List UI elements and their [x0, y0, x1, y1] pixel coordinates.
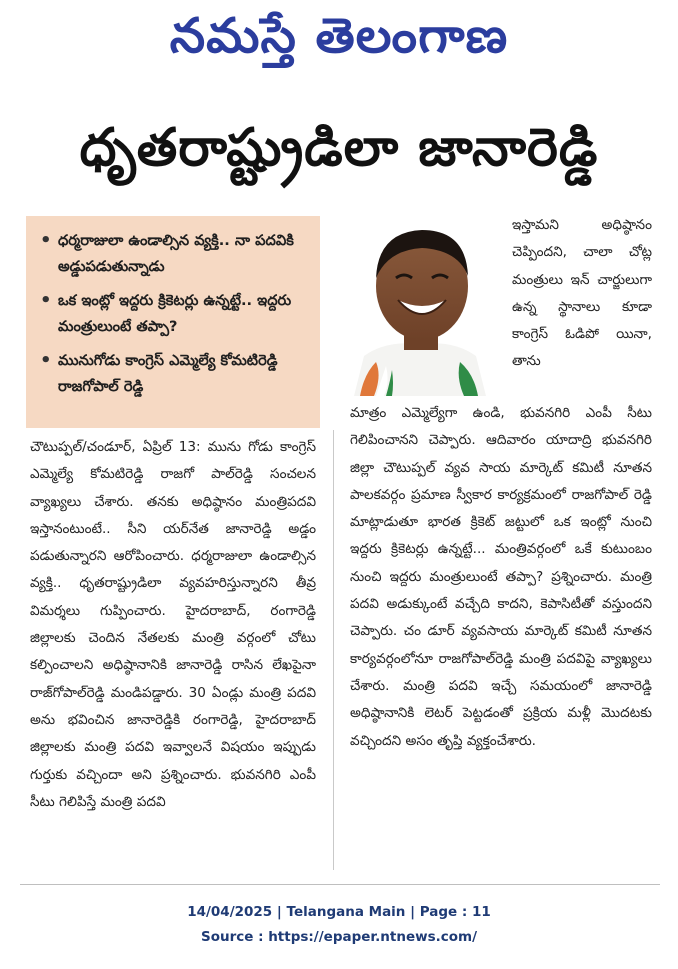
highlight-item: • ఒక ఇంట్లో ఇద్దరు క్రికెటర్లు ఉన్నట్టే.. ఇద్దరు మంత్రులుంటే తప్పా? — [40, 288, 310, 340]
highlights-list — [40, 228, 310, 400]
article-headline: ధృతరాష్ట్రుడిలా జానారెడ్డి — [79, 118, 599, 178]
footer-source: Source : https://epaper.ntnews.com/ — [200, 929, 478, 945]
highlight-item: • మునుగోడు కాంగ్రెస్ ఎమ్మెల్యే కోమటిరెడ్డి రాజగోపాల్ రెడ్డి — [40, 348, 310, 400]
column-divider — [333, 430, 334, 870]
article-column-right — [346, 400, 658, 874]
article-paragraph: మాత్రం ఎమ్మెల్యేగా ఉండి, భువనగిరి ఎంపీ సీటు గెలిపించానని చెప్పారు. ఆదివారం యాదాద్రి భువనగిరి జిల్లా చౌటుప్పల్ వ్యవ సాయ మార్కెట్ కమిటీ నూతన పాలకవర్గం ప్రమాణ స్వీకార కార్యక్రమంలో రాజగోపాల్ రెడ్డి మాట్లాడుతూ భారత క్రికెట్ జట్టులో ఒక ఇంట్లో నుంచి ఇద్దరు క్రికెటర్లు ఉన్నట్టే... మంత్రివర్గంలో ఒకే కుటుంబం నుంచి ఇద్దరు మంత్రులుంటే తప్పా? ప్రశ్నించారు. మంత్రి పదవి అడుక్కుంటే వచ్చేది కాదని, కెపాసిటీతో వస్తుందని చెప్పారు. చం డూర్ వ్యవసాయ మార్కెట్ కమిటీ నూతన కార్యవర్గంలోనూ రాజగోపాల్‌రెడ్డి మంత్రి పదవిపై వ్యాఖ్యలు చేశారు. మంత్రి పదవి ఇచ్చే సమయంలో జానారెడ్డి అధిష్ఠానానికి లెటర్ పెట్టడంతో ప్రక్రియ మళ్లీ మొదటకు వచ్చిందని అసం తృప్తి వ్యక్తంచేశారు. — [350, 405, 652, 749]
highlight-item: • ధర్మరాజులా ఉండాల్సిన వ్యక్తి.. నా పదవికి అడ్డుపడుతున్నాడు — [40, 228, 310, 280]
article-paragraph: ఇస్తామని అధిష్ఠానం చెప్పిందని, చాలా చోట్ల మంత్రులు ఇన్ చార్జులుగా ఉన్న స్థానాలు కూడా కాంగ్రెస్ ఓడిపో యినా, తాను — [512, 217, 652, 370]
footer-date-page: 14/04/2025 | Telangana Main | Page : 11 — [187, 904, 491, 920]
footer-divider — [20, 884, 660, 885]
portrait-photo — [346, 216, 494, 396]
article-paragraph: చౌటుప్పల్/చండూర్, ఏప్రిల్ 13: మును గోడు కాంగ్రెస్ ఎమ్మెల్యే కోమటిరెడ్డి రాజగో పాల్‌రెడ్డి సంచలన వ్యాఖ్యలు చేశారు. తనకు అధిష్ఠానం మంత్రిపదవి ఇస్తానంటుంటే.. సీని యర్‌నేత జానారెడ్డి అడ్డం పడుతున్నారని ఆరోపించారు. ధర్మరాజులా ఉండాల్సిన వ్యక్తి.. ధృతరాష్ట్రుడిలా వ్యవహరిస్తున్నారని తీవ్ర విమర్శలు గుప్పించారు. హైదరాబాద్, రంగారెడ్డి జిల్లాలకు చెందిన నేతలకు మంత్రి వర్గంలో చోటు కల్పించాలని అధిష్ఠానానికి జానారెడ్డి రాసిన లేఖపైనా రాజ్‌గోపాల్‌రెడ్డి మండిపడ్డారు. 30 ఏండ్లు మంత్రి పదవి అను భవించిన జానారెడ్డికి రంగారెడ్డి, హైదరాబాద్ జిల్లాలకు మంత్రి పదవి ఇవ్వాలనే విషయం ఇప్పుడు గుర్తుకు వచ్చిందా అని ప్రశ్నించారు. భువనగిరి ఎంపీ సీటు గెలిపిస్తే మంత్రి పదవి — [30, 439, 316, 810]
article-column-right-top — [508, 212, 656, 398]
highlights-box — [26, 216, 320, 428]
masthead-logo: నమస్తే తెలంగాణ — [169, 8, 509, 64]
person-portrait-image — [346, 216, 494, 396]
article-column-left — [26, 430, 322, 870]
